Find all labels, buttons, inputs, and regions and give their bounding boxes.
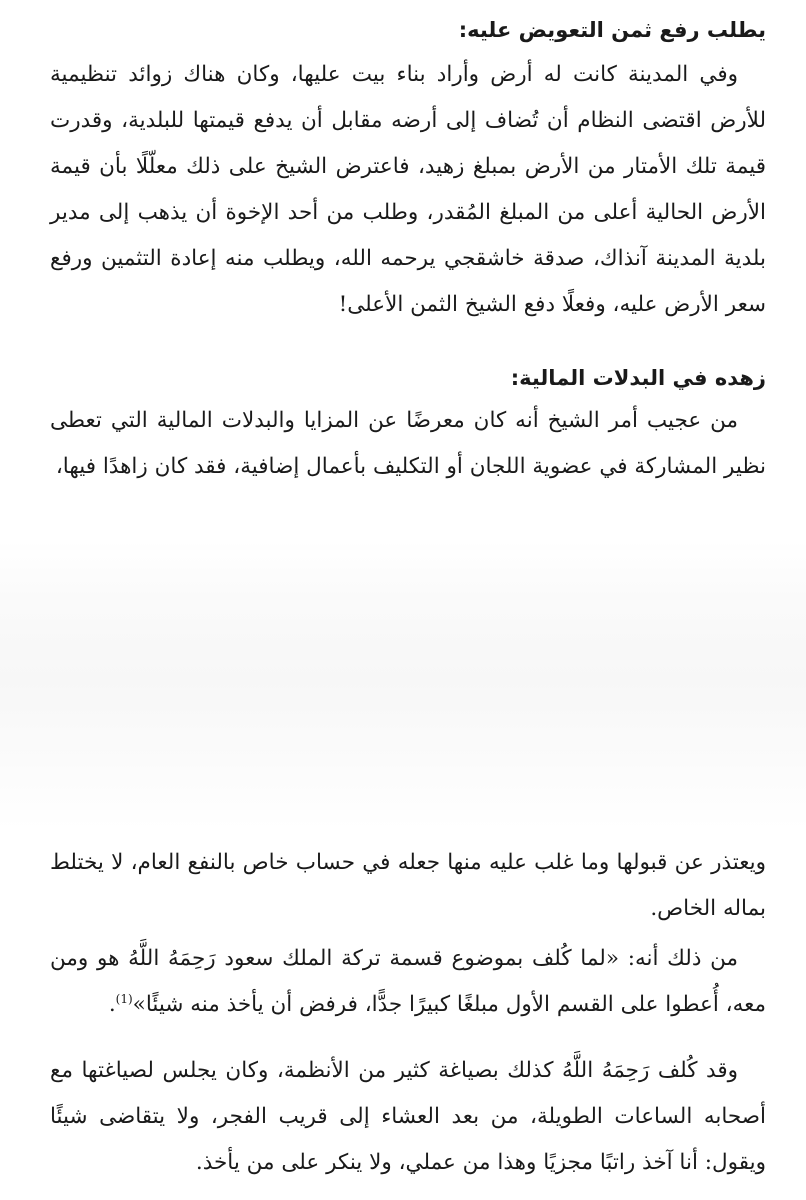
paragraph-allowances: من عجيب أمر الشيخ أنه كان معرضًا عن المزايا والبدلات المالية التي تعطى نظير المشاركة في عضوية اللجان أو التكليف بأعمال إضافية، فقد كان زاهدًا فيها، [50,408,766,479]
section-heading-compensation: يطلب رفع ثمن التعويض عليه: [458,18,766,42]
quote-end: . [108,992,116,1017]
quote-text: من ذلك أنه: «لما كُلف بموضوع قسمة تركة الملك سعود رَحِمَهُ اللَّهُ هو ومن معه، أُعطوا على القسم الأول مبلغًا كبيرًا جدًّا، فرفض أن يأخذ منه شيئًا» [50,946,766,1017]
paragraph-special-account: ويعتذر عن قبولها وما غلب عليه منها جعله في حساب خاص بالنفع العام، لا يختلط بماله الخاص. [50,850,766,921]
page-gap [0,540,806,830]
page-bottom [0,830,806,1200]
footnote-reference: (1) [115,991,133,1006]
section-heading-allowances: زهده في البدلات المالية: [510,366,766,390]
page-top [0,0,806,540]
paragraph-drafting-regulations: وقد كُلف رَحِمَهُ اللَّهُ كذلك بصياغة كثير من الأنظمة، وكان يجلس لصياغتها مع أصحابه الساعات الطويلة، من بعد العشاء إلى قريب الفجر، ولا يتقاضى شيئًا ويقول: أنا آخذ راتبًا مجزيًا وهذا من عملي، ولا ينكر على من يأخذ. [50,1058,766,1175]
paragraph-land-compensation: وفي المدينة كانت له أرض وأراد بناء بيت عليها، وكان هناك زوائد تنظيمية للأرض اقتضى النظام أن تُضاف إلى أرضه مقابل أن يدفع قيمتها للبلدية، وقدرت قيمة تلك الأمتار من الأرض بمبلغ زهيد، فاعترض الشيخ على ذلك معلّلًا بأن قيمة الأرض الحالية أعلى من المبلغ المُقدر، وطلب من أحد الإخوة أن يذهب إلى مدير بلدية المدينة آنذاك، صدقة خاشقجي يرحمه الله، ويطلب منه إعادة التثمين ورفع سعر الأرض عليه، وفعلًا دفع الشيخ الثمن الأعلى! [50,62,766,317]
paragraph-king-saud-estate [50,936,766,1028]
